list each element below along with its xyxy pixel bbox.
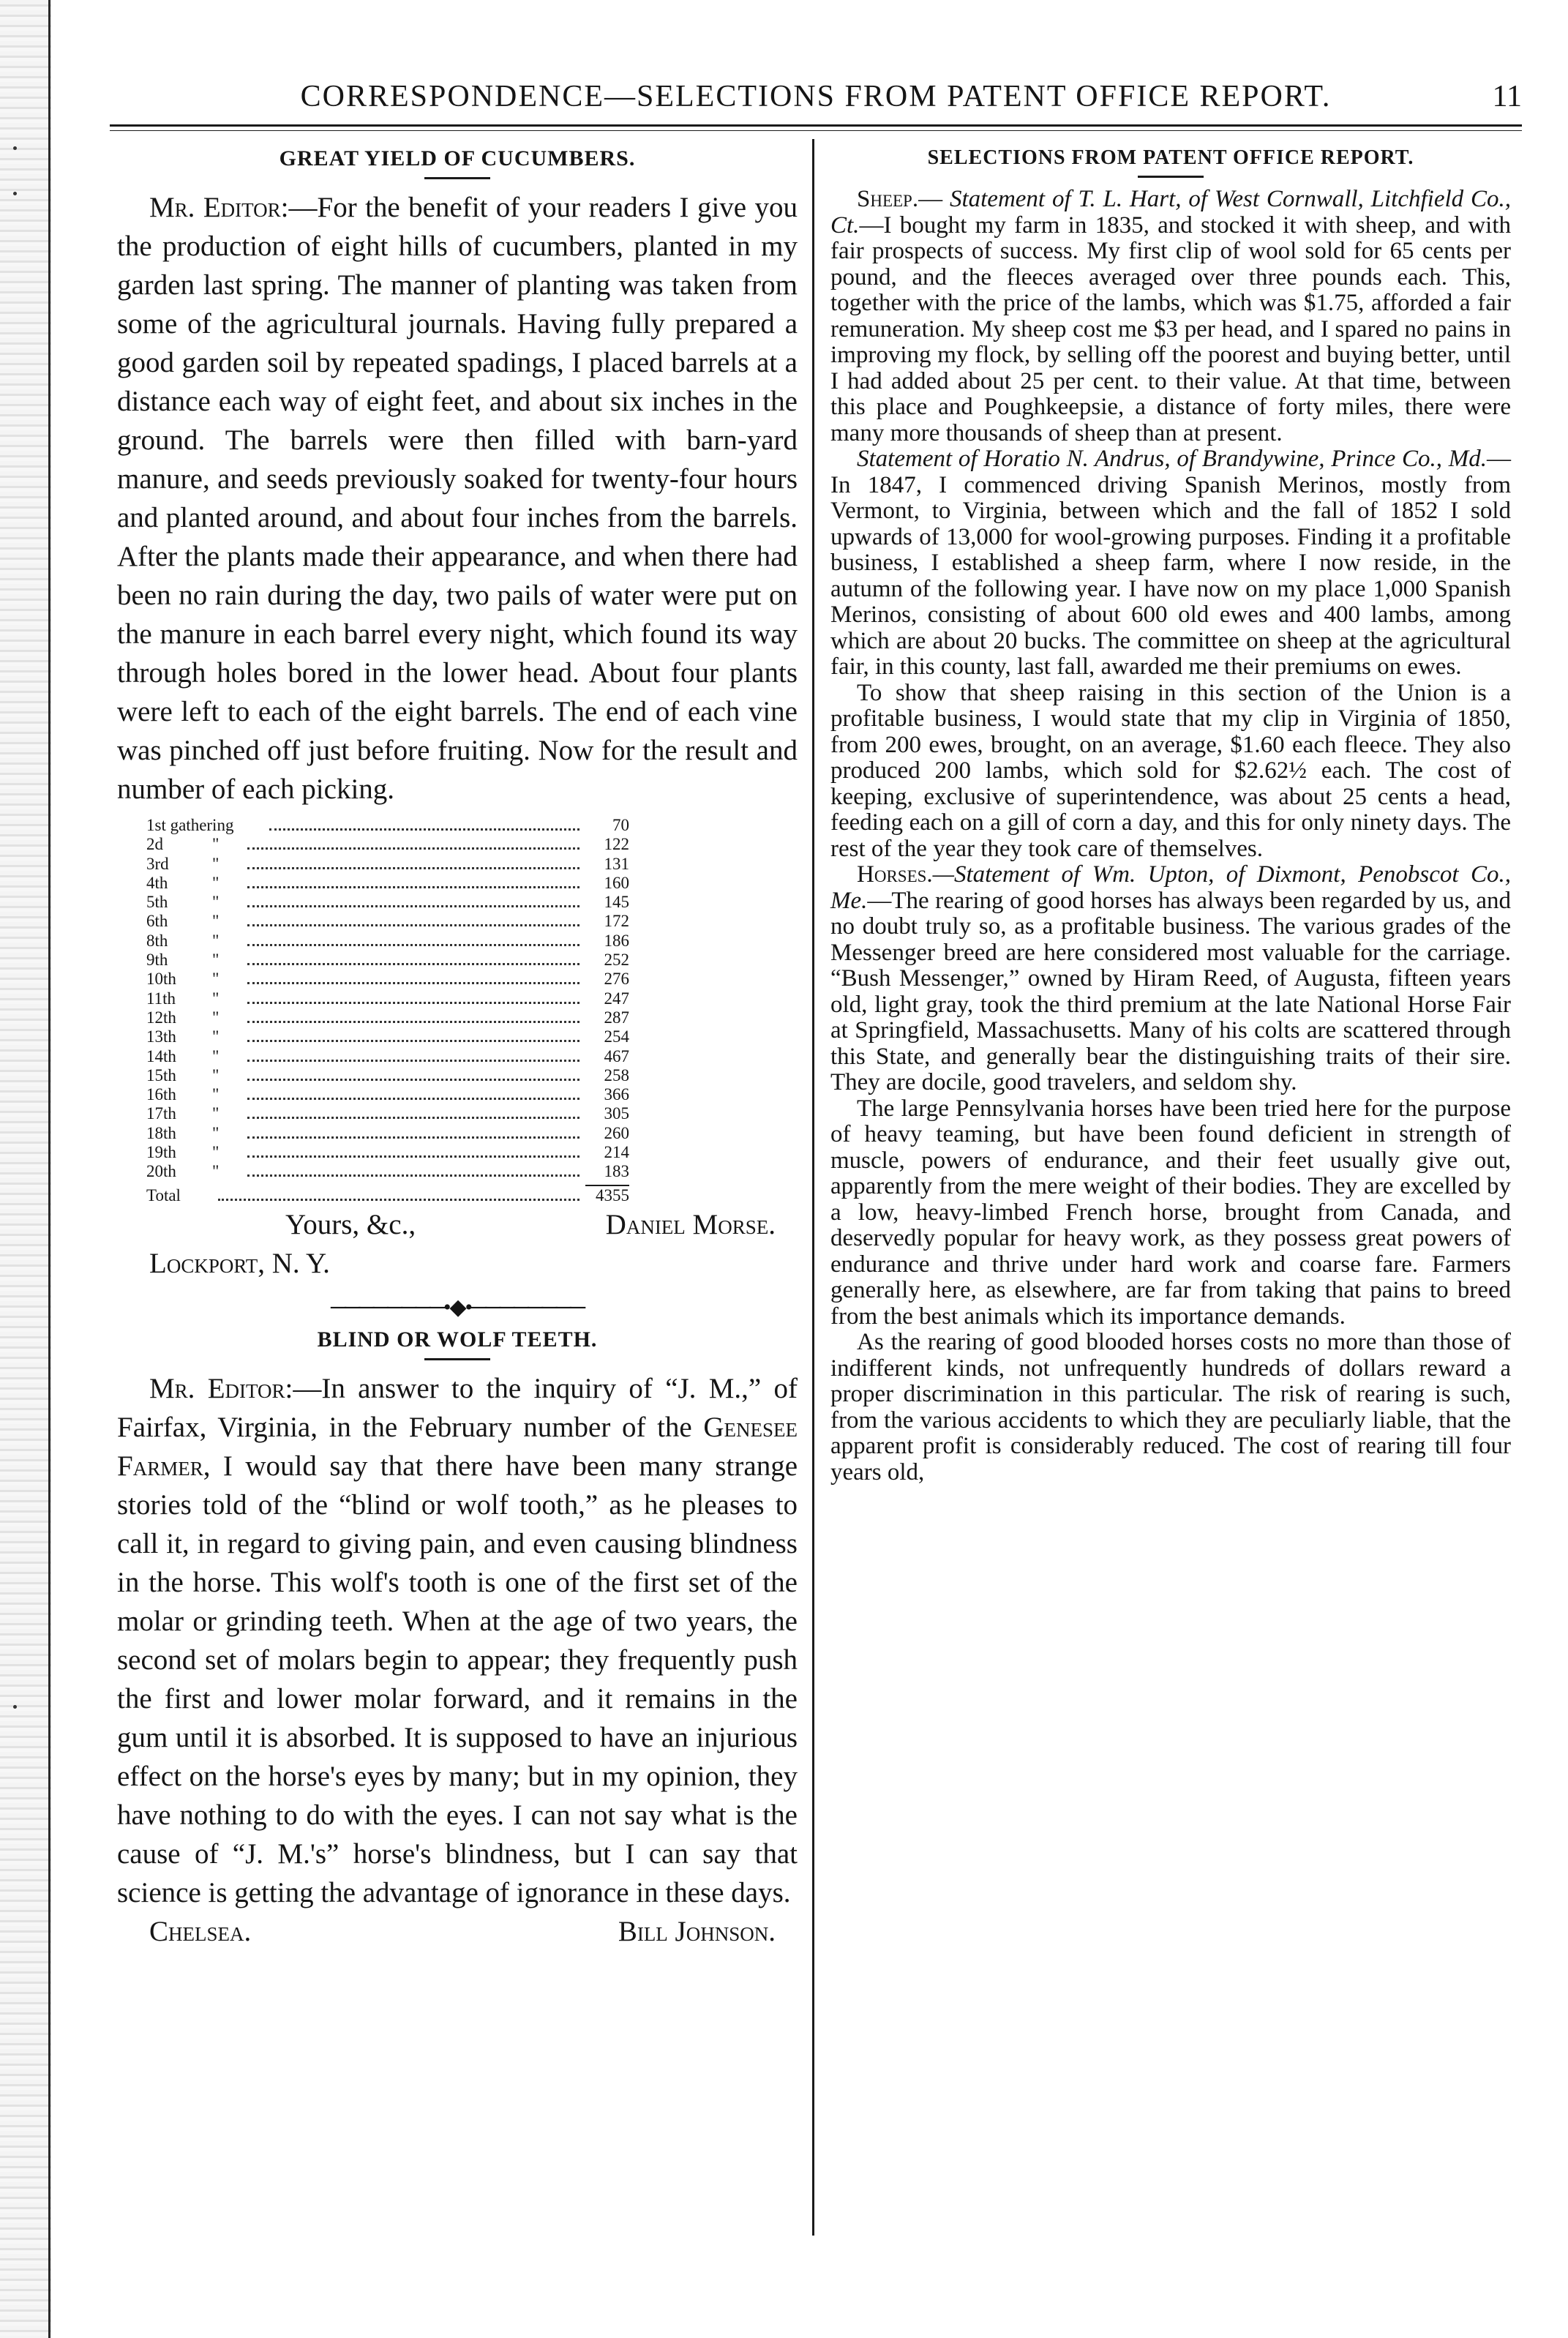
gathering-ordinal: 12th <box>146 1008 176 1027</box>
gathering-ordinal: 9th <box>146 951 168 970</box>
gathering-count: 252 <box>604 951 629 970</box>
running-title: CORRESPONDENCE—SELECTIONS FROM PATENT OFFICE REPORT. <box>300 80 1332 113</box>
upton-byline: —Statement of Wm. Upton, of Dixmont, Penobscot Co., Me. <box>830 861 1511 914</box>
gathering-count: 70 <box>612 816 629 834</box>
gathering-count: 305 <box>604 1104 629 1123</box>
gathering-count: 467 <box>604 1046 629 1065</box>
leader-dots <box>247 905 579 907</box>
leader-dots <box>247 1098 579 1100</box>
horses-label: Horses. <box>857 861 933 888</box>
gathering-ordinal: 6th <box>146 912 168 931</box>
leader-dots <box>247 924 579 926</box>
signature-morse: Daniel Morse. <box>605 1208 776 1240</box>
cucumbers-body: —For the benefit of your readers I give you the production of eight hills of cucumbers, planted in my garden last spring. The manner of planting was taken from some of the agricultural journals. Having fully prepared a good garden soil by repeated spadings, I placed barrels at a distance each way of eight feet, and about six inches in the ground. The barrels were then filled with barn-yard manure, and seeds previously soaked for twenty-four hours and planted around, and about four inches from the barrels. After the plants made their appearance, and when there had been no rain during the day, two pails of water were put on the manure in each barrel every night, which found its way through holes bored in the lower head. About four plants were left to each of the eight barrels. The end of each vine was pinched off just before fruiting. Now for the result and number of each picking. <box>117 192 798 805</box>
leader-dots <box>247 1136 579 1139</box>
sheep-label: Sheep. <box>857 186 919 212</box>
margin-mark <box>13 192 17 195</box>
running-header <box>110 72 1522 123</box>
gathering-ordinal: 14th <box>146 1046 176 1065</box>
gathering-count: 186 <box>604 931 629 950</box>
tally-row <box>146 1104 629 1123</box>
selections-heading: SELECTIONS FROM PATENT OFFICE REPORT. <box>927 146 1414 169</box>
ditto-mark: " <box>212 1143 220 1162</box>
gathering-count: 366 <box>604 1085 629 1104</box>
blind-teeth-signoff <box>117 1912 798 1951</box>
blind-teeth-body-2: , I would say that there have been many strange stories told of the “blind or wolf tooth,” as he pleases to call it, in regard to giving pain, and even causing blindness in the horse. This wolf's tooth is one of the first set of the molar or grinding teeth. When at the age of two years, the second set of molars begin to appear; they frequently push the first and lower molar forward, and it remains in the gum until it is absorbed. It is supposed to have an injurious effect on the horse's eyes by many; but in my opinion, they have nothing to do with the eyes. I can not say what is the cause of “J. M.'s” horse's blindness, but I can say that science is getting the advantage of ignorance in these days. <box>117 1450 798 1908</box>
gathering-count: 131 <box>604 854 629 873</box>
hart-body: —I bought my farm in 1835, and stocked it with sheep, and with fair prospects of success. My first clip of wool sold for 65 cents per pound, and the fleeces averaged over three pounds each. This, together with the price of the lambs, which was $1.75, afforded a fair remuneration. My sheep cost me $3 per head, and I spared no pains in improving my flock, by selling off the poorest and buying better, until I had added about 25 per cent. to their value. At that time, between this place and Poughkeepsie, a distance of forty miles, there were many more thousands of sheep than at present. <box>830 211 1511 446</box>
gathering-ordinal: 8th <box>146 931 168 950</box>
binding-line <box>48 0 50 2338</box>
heading-rule <box>424 177 490 179</box>
cucumbers-salutation: Mr. Editor: <box>149 192 289 223</box>
gathering-ordinal: 10th <box>146 970 176 989</box>
gathering-count: 122 <box>604 835 629 854</box>
cucumbers-signoff <box>117 1205 798 1244</box>
ditto-mark: " <box>212 970 220 989</box>
leader-dots <box>218 1199 579 1201</box>
gathering-count: 183 <box>604 1162 629 1181</box>
tally-row <box>146 1143 629 1162</box>
gathering-ordinal: 5th <box>146 893 168 912</box>
tally-total-row <box>146 1186 629 1205</box>
ditto-mark: " <box>212 835 220 854</box>
total-label: Total <box>146 1185 181 1204</box>
gathering-ordinal: 18th <box>146 1123 176 1142</box>
header-rule-thin <box>110 130 1522 131</box>
tally-row <box>146 1047 629 1066</box>
ditto-mark: " <box>212 931 220 950</box>
leader-dots <box>247 847 579 850</box>
ditto-mark: " <box>212 912 220 931</box>
tally-row <box>146 912 629 931</box>
gathering-count: 254 <box>604 1027 629 1046</box>
leader-dots <box>247 1079 579 1081</box>
gathering-tally <box>146 816 629 1205</box>
page-binding-edge <box>0 0 51 2338</box>
andrus-byline: Statement of Horatio N. Andrus, of Brandywine, Prince Co., Md. <box>857 446 1487 472</box>
tally-row <box>146 816 629 835</box>
tally-row <box>146 970 629 989</box>
gathering-count: 247 <box>604 989 629 1008</box>
tally-row <box>146 1162 629 1181</box>
signature-johnson: Bill Johnson. <box>618 1915 776 1947</box>
leader-dots <box>247 963 579 965</box>
tally-row <box>146 932 629 951</box>
tally-row <box>146 874 629 893</box>
place-line <box>117 1244 798 1283</box>
blind-teeth-body-1: —In answer to the inquiry of “J. M.,” of Fairfax, Virginia, in the February number of the <box>117 1372 798 1443</box>
upton-statement-3: As the rearing of good blooded horses costs no more than those of indifferent kinds, not unfrequently hundreds of dollars reward a proper discrimination in this particular. The risk of rearing is such, from the various accidents to which they are peculiarly liable, that the apparent profit is considerably reduced. The cost of rearing till four years old, <box>830 1329 1511 1485</box>
gathering-count: 258 <box>604 1065 629 1084</box>
upton-statement-2: The large Pennsylvania horses have been tried here for the purpose of heavy teaming, but have been found deficient in strength of muscle, powers of endurance, and their feet usually give out, apparently from the mere weight of their bodies. They are excelled by a low, heavy-limbed French horse, brought from Canada, and deservedly popular for heavy work, as they possess great powers of endurance and thrive under hard work and coarse fare. Farmers generally here, as elsewhere, are far from taking that pains to breed from the best animals which its importance demands. <box>830 1095 1511 1330</box>
tally-row <box>146 989 629 1008</box>
gathering-ordinal: 11th <box>146 989 176 1008</box>
gathering-ordinal: 16th <box>146 1085 176 1104</box>
upton-statement <box>830 862 1511 1096</box>
heading-rule <box>1138 176 1204 178</box>
blind-teeth-heading: BLIND OR WOLF TEETH. <box>317 1327 598 1352</box>
tally-row <box>146 1066 629 1085</box>
leader-dots <box>247 1174 579 1177</box>
gathering-count: 145 <box>604 893 629 912</box>
gathering-count: 287 <box>604 1008 629 1027</box>
leader-dots <box>247 944 579 946</box>
leader-dots <box>247 1002 579 1004</box>
ditto-mark: " <box>212 1065 220 1084</box>
cucumbers-heading: GREAT YIELD OF CUCUMBERS. <box>279 146 636 171</box>
hart-statement: Sheep.— Statement of T. L. Hart, of West Cornwall, Litchfield Co., Ct.—I bought my farm in 1835, and stocked it with sheep, and with fair prospects of success. My first clip of wool sold for 65 cents per pound, and the fleeces averaged over three pounds each. This, together with the price of the lambs, which was $1.75, afforded a fair remuneration. My sheep cost me $3 per head, and I spared no pains in improving my flock, by selling off the poorest and buying better, until I had added about 25 per cent. to their value. At that time, between this place and Poughkeepsie, a distance of forty miles, there were many more thousands of sheep than at present. <box>830 186 1512 446</box>
ditto-mark: " <box>212 1008 220 1027</box>
place-chelsea: Chelsea. <box>149 1915 252 1947</box>
section-ornament: ────────•◆•──────── <box>330 1294 585 1319</box>
margin-mark <box>13 1705 17 1709</box>
gathering-count: 260 <box>604 1123 629 1142</box>
ditto-mark: " <box>212 1123 220 1142</box>
gathering-count: 214 <box>604 1143 629 1162</box>
tally-row <box>146 1124 629 1143</box>
tally-row <box>146 1008 629 1027</box>
tally-row <box>146 893 629 912</box>
gathering-ordinal: 19th <box>146 1143 176 1162</box>
ditto-mark: " <box>212 951 220 970</box>
ditto-mark: " <box>212 893 220 912</box>
place-lockport: Lockport, N. Y. <box>149 1247 330 1279</box>
gathering-ordinal: 15th <box>146 1065 176 1084</box>
tally-row <box>146 855 629 874</box>
left-column <box>117 146 798 1951</box>
leader-dots <box>247 1021 579 1023</box>
page-number: 11 <box>1492 80 1522 113</box>
leader-dots <box>247 1155 579 1158</box>
column-divider <box>812 139 814 2236</box>
blind-teeth-salutation: Mr. Editor: <box>149 1372 293 1404</box>
gathering-ordinal: 13th <box>146 1027 176 1046</box>
gathering-count: 172 <box>604 912 629 931</box>
ditto-mark: " <box>212 873 220 892</box>
gathering-ordinal: 1st gathering <box>146 816 234 834</box>
leader-dots <box>247 1117 579 1119</box>
tally-row <box>146 951 629 970</box>
tally-row <box>146 1027 629 1046</box>
leader-dots <box>269 828 579 831</box>
hart-byline: Statement of T. L. Hart, of West Cornwall, Litchfield Co., Ct. <box>830 186 1512 239</box>
heading-rule <box>424 1358 490 1360</box>
ditto-mark: " <box>212 854 220 873</box>
gathering-ordinal: 2d <box>146 835 163 854</box>
ditto-mark: " <box>212 1046 220 1065</box>
gathering-ordinal: 20th <box>146 1162 176 1181</box>
total-value: 4355 <box>596 1185 629 1204</box>
journal-name: Genesee Farmer <box>117 1411 798 1482</box>
tally-row <box>146 1085 629 1104</box>
cucumbers-letter <box>117 188 798 809</box>
leader-dots <box>247 982 579 984</box>
andrus-statement-2: To show that sheep raising in this section of the Union is a profitable business, I would state that my clip in Virginia of 1850, from 200 ewes, brought, on an average, $1.60 each fleece. They also produced 200 lambs, which sold for $2.62½ each. The cost of keeping, exclusive of superintendence, was about 25 cents a head, feeding each on a gill of corn a day, and this for only ninety days. The rest of the year they took care of themselves. <box>830 679 1511 862</box>
gathering-ordinal: 17th <box>146 1104 176 1123</box>
right-column <box>830 146 1511 1485</box>
andrus-body: —In 1847, I commenced driving Spanish Merinos, mostly from Vermont, to Virginia, between which and the fall of 1852 I sold upwards of 13,000 for wool-growing purposes. Finding it a profitable business, I established a sheep farm, where I now reside, in the autumn of the following year. I have now on my place 1,000 Spanish Merinos, consisting of about 600 old ewes and 400 lambs, among which are about 20 bucks. The committee on sheep at the agricultural fair, in this county, last fall, awarded me their premiums on ewes. <box>830 446 1511 680</box>
leader-dots <box>247 867 579 869</box>
leader-dots <box>247 886 579 888</box>
andrus-statement <box>830 446 1511 681</box>
header-rule <box>110 124 1522 127</box>
ditto-mark: " <box>212 989 220 1008</box>
ditto-mark: " <box>212 1027 220 1046</box>
gathering-ordinal: 3rd <box>146 854 169 873</box>
tally-row <box>146 835 629 854</box>
upton-body: —The rearing of good horses has always been regarded by us, and no doubt truly so, as a profitable business. The various grades of the Messenger breed are here considered most valuable for the carriage. “Bush Messenger,” owned by Hiram Reed, of Augusta, fifteen years old, light gray, took the third premium at the late National Horse Fair at Springfield, Massachusetts. Many of his colts are scattered through this State, and generally bear the distinguishing traits of their sire. They are docile, good travelers, and seldom shy. <box>830 887 1511 1095</box>
ditto-mark: " <box>212 1104 220 1123</box>
closing: Yours, &c., <box>285 1208 416 1240</box>
leader-dots <box>247 1040 579 1042</box>
gathering-count: 276 <box>604 970 629 989</box>
gathering-ordinal: 4th <box>146 873 168 892</box>
ditto-mark: " <box>212 1162 220 1181</box>
leader-dots <box>247 1060 579 1062</box>
ditto-mark: " <box>212 1085 220 1104</box>
margin-mark <box>13 146 17 150</box>
gathering-count: 160 <box>604 873 629 892</box>
blind-teeth-letter <box>117 1369 798 1912</box>
